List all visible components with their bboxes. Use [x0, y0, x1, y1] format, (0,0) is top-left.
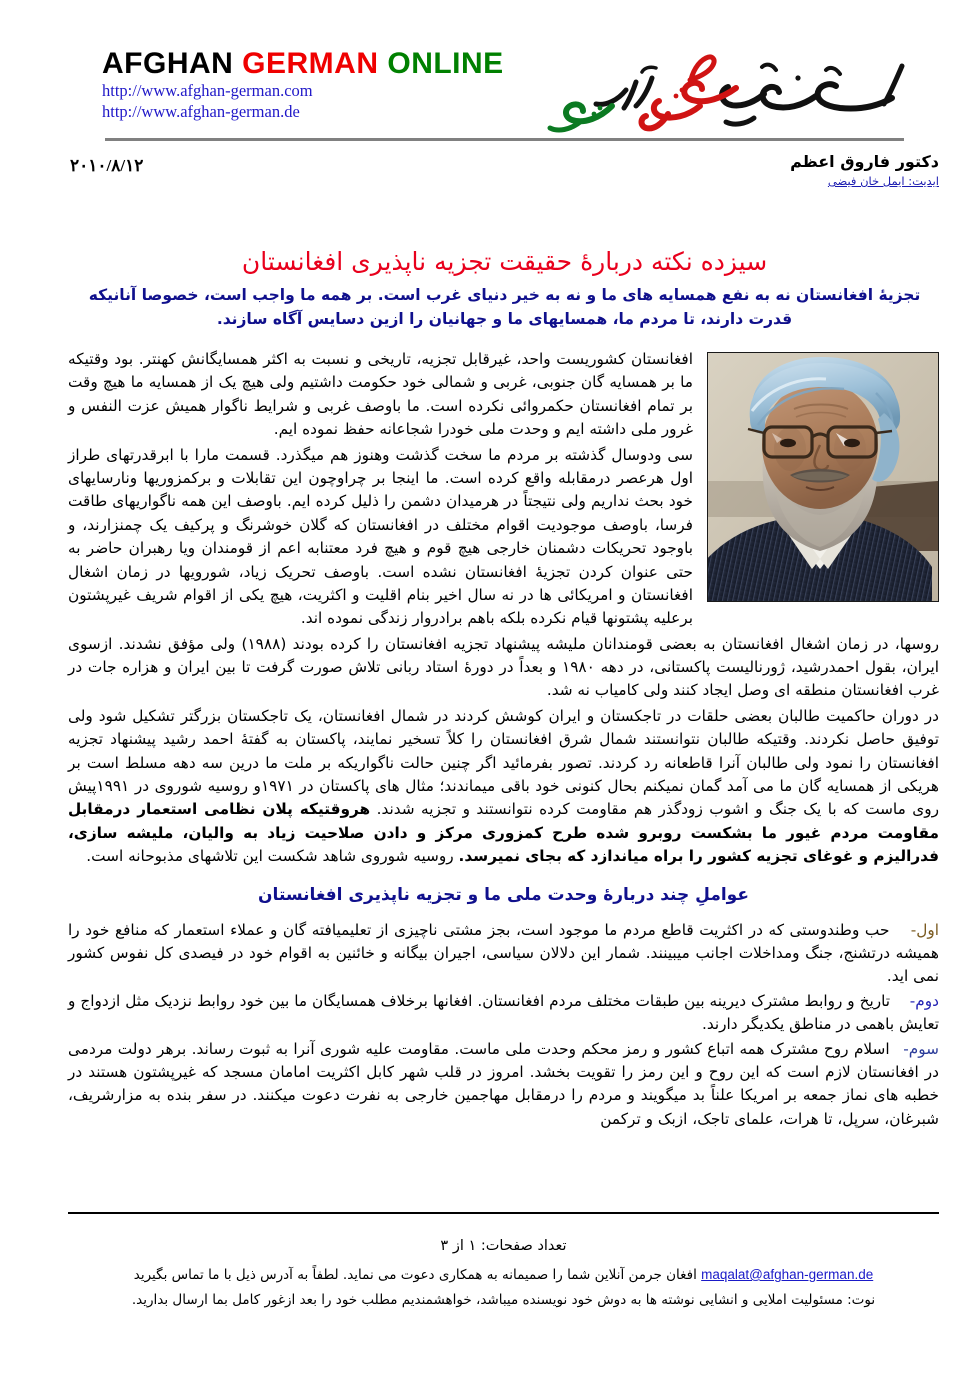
article-subtitle-line-1: تجزیۀ افغانستان نه به نفع همسایه های ما و نه به خیر دنیای غرب است. بر همه ما واجب است، خصوصا آنانیکه: [88, 286, 921, 305]
body-paragraph-text: در دوران حاکمیت طالبان بعضی حلقات در تاجکستان و ایران کوشش کردند در شمال افغانستان، یک تاجکستان بزرگتر تشکیل شود ولی توفیق حاصل نکردند. وقتیکه طالبان نتوانستند شمال شرق افغانستان را کلاً تسخیر نمایند، پاکستان به گفتۀ احمد رشید پیشنهاد تجزیه افغانستان را نمود ولی طالبان آنرا قاطعانه رد کردند. تصور بفرمائید اگر چنین حالت ناگواریکه بر ملت ما درین سه دهه مسلط است بر هریکی از همسایه گان ما می آمد گمان نمیکنم بحال کنونی خود باقی میماندند؛ مثال های پاکستان در ۱۹۷۱و روسیه شوروی در ۱۹۹۱پیش روی ماست که با یک جنگ و اشوب زودگذر هم مقاومت کرده نتوانستند و تجزیه شدند.: [68, 706, 939, 819]
header-divider-rule: [105, 138, 904, 141]
site-url-de[interactable]: http://www.afghan-german.de: [102, 101, 300, 121]
list-item-text: اسلام روح مشترک همه اتباع کشور و رمز محکم وحدت ملی ماست. مقاومت علیه شوری آنرا به ثبوت رساند. برهر دولت مردمی در افغانستان لازم است که این روح و این رمز را تقویت بخشد. امروز در قلب شهر کابل اکثریت امامان مسجد که غیرپشتون هستند در خطبه های نماز جمعه بر امریکا علناً بد میگویند و مردم را درمقابل مهاجمین خارجی به نفرت دعوت میکنند. در سفر بنده به مزارشریف، شبرغان، سرپل، تا هرات، علمای تاجک، ازبک و ترکمن: [68, 1039, 939, 1128]
site-url-com[interactable]: http://www.afghan-german.com: [102, 80, 313, 100]
list-item-label: دوم-: [909, 991, 939, 1010]
list-item: [68, 990, 939, 1037]
footer-divider-rule: [68, 1212, 939, 1214]
section-heading: عواملِ چند دربارۀ وحدت ملی ما و تجزیه ناپذیری افغانستان: [258, 884, 749, 905]
site-brand: [102, 48, 504, 122]
footer-disclaimer-note: نوت: مسئولیت املایی و انشایی نوشته ها به دوش خود نویسنده میباشد، خواهشمندیم مطلب خود را بعد ازغور کامل بما ارسال بدارید.: [131, 1291, 876, 1308]
brand-word-afghan: AFGHAN: [102, 47, 234, 80]
author-name: دکتور فاروق اعظم: [790, 152, 939, 171]
footer-invitation-text: افغان جرمن آنلاین شما را صمیمانه به همکاری دعوت می نماید. لطفاً به آدرس ذیل با ما تماس بگیرید: [133, 1267, 697, 1283]
author-portrait-photo: [707, 352, 939, 602]
article-body: [68, 348, 939, 1132]
list-item-label: اول-: [910, 920, 939, 939]
body-bold-sentence: هروقتیکه پلان نظامی استعمار درمقابل مقاومت مردم غیور ما بشکست روبرو شده طرح کمزوری مرکز و دادن صلاحیت زیاد به والیان، ملیشه سازی، فدرالیزم و غوغای تجزیه کشور را براه میاندازد که بجای نمیرسد.: [68, 800, 939, 866]
publication-date: ۲۰۱۰/۸/۱۲: [70, 156, 144, 175]
page-footer: [68, 1238, 939, 1312]
body-after-bold: روسیه شوروی شاهد شکست این تلاشهای مذبوحانه است.: [86, 847, 459, 866]
numbered-points-list: [68, 919, 939, 1132]
masthead: [35, 0, 940, 136]
body-paragraph: [68, 705, 939, 869]
body-paragraph: سی ودوسال گذشته بر مردم ما سخت گذشت وهنوز هم میگذرد. قسمت مارا با ابرقدرتهای طراز اول هرعصر درمقابله واقع کرده است. ما اینجا بر چراوچون این تقابلات و برکمزوریها ونارسایهای خود بحث نداریم ولی نتیجتاً در هرمیدان دشمن را ذلیل کرده ایم. باوصف این همه ناگواریهای طاقت فرسا، باوصف موجودیت اقوام مختلف در افغانستان که گلان خوشرنگ و پرکیف یک چمنزارند، و باوجود تحریکات دشمنان خارجی هیچ قوم و هیچ فرد معتنابه اعم از قومندان ویا رهبران حاضر به حتی عنوان کردن تجزیۀ افغانستان نشده است. باوصف تحریک زیاد، شورویها در زمان اشغال افغانستان و امریکائی ها در نه سال اخیر بنام اقلیت و اکثریت، هیچ یکی از اقوام شریف غیرپشتون برعلیه پشتونها قیام نکرده بلکه باهم برادروار زندگی نموده اند.: [68, 445, 693, 628]
list-item: [68, 1038, 939, 1132]
footer-invitation: [68, 1264, 939, 1287]
list-item-text: تاریخ و روابط مشترک دیرینه بین طبقات مختلف مردم افغانستان. افغانها برخلاف همسایگان ما بین خود روابط نزدیک مثل ازدواج و تعایش باهمی در مناطق یکدیگر دارند.: [68, 991, 939, 1034]
article-subtitle-line-2: قدرت دارند، تا مردم ما، همسایهای ما و جهانیان را ازین دسایس آگاه سازند.: [216, 310, 793, 329]
contact-email-link[interactable]: maqalat@afghan-german.de: [701, 1267, 874, 1282]
brand-word-german: GERMAN: [242, 47, 379, 80]
brand-word-online: ONLINE: [387, 47, 504, 80]
list-item: [68, 919, 939, 989]
title-block: [70, 246, 939, 331]
byline-row: [70, 152, 939, 204]
editor-credit[interactable]: ایدیت: ایمل خان فیضی: [827, 173, 939, 188]
article-title: سیزده نکته دربارهٔ حقیقت تجزیه ناپذیری افغانستان: [241, 247, 768, 276]
body-paragraph: روسها، در زمان اشغال افغانستان به بعضی قومندانان ملیشه پیشنهاد تجزیه افغانستان را کرده بودند (۱۹۸۸) ولی مؤفق نشدند. ازسوی ایران، بقول احمدرشید، ژورنالیست پاکستانی، در دهه ۱۹۸۰ و بعداً در دورۀ استاد ربانی تلاش صورت گرفت تا بین ایران و هزاره جات در غرب افغانستان منطقه ای وصل ایجاد کنند ولی کامیاب نه شد.: [68, 634, 940, 700]
calligraphic-logo: [540, 44, 910, 136]
list-item-text: حب وطندوستی که در اکثریت قاطع مردم ما موجود است، بجز مشتی ناچیزی از تعلیمیافته گان و عملاء استعمار که منافع خود را همیشه درتشنج، جنگ ومداخلات اجانب میبینند. شمار این دلالان سیاسی، اجیران بیگانه و خائنین به اقوام خود در فیصدی کل نفوس کشور نمی اید.: [68, 920, 939, 986]
page-count: تعداد صفحات: ۱ از ۳: [440, 1238, 567, 1254]
body-paragraph: افغانستان کشوریست واحد، غیرقابل تجزیه، تاریخی و نسبت به اکثر همسایگانش کهنتر. بود وقتیکه ما بر همسایه گان جنوبی، غربی و شمالی خود حکومت داشتیم ولی هیچ یک از همسایه ما هیچ وقت بر تمام افغانستان حکمروائی نکرده است. ما باوصف غربی و شرایط ناگوار همیش عزت النفس و غرور ملی داشته ایم و وحدت ملی خودرا شجاعانه حفظ نموده ایم.: [68, 350, 693, 439]
site-brand-title: [102, 48, 504, 80]
list-item-label: سوم-: [903, 1039, 939, 1058]
author-block: [790, 152, 939, 190]
